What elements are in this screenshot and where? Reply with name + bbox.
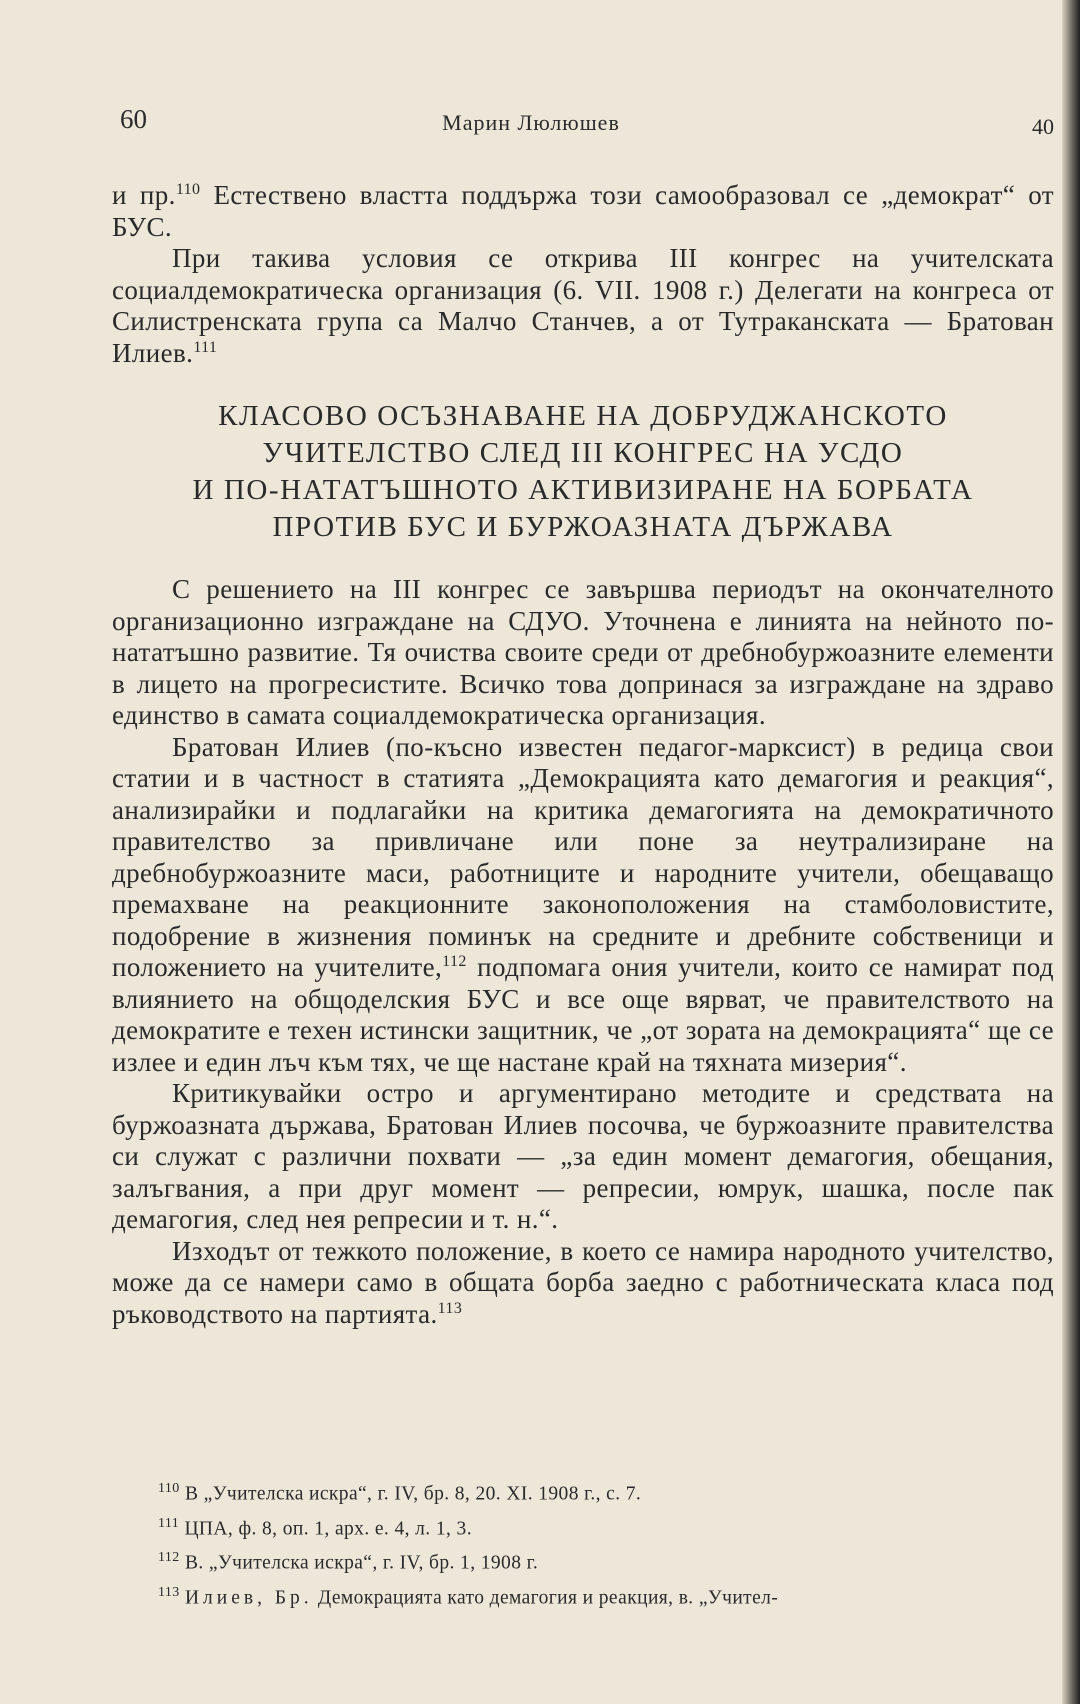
- footnote: $^{112}$ В. „Учителска искра“, г. IV, бр. 1, 1908 г.: [158, 1550, 539, 1574]
- heading-line: УЧИТЕЛСТВО СЛЕД III КОНГРЕС НА УСДО: [262, 437, 904, 469]
- footnote: $^{113}$ Илиев, Бр. Демокрацията като демагогия и реакция, в. „Учител-: [158, 1584, 779, 1608]
- paragraph: При такива условия се открива III конгрес на учителската социалдемократическа организация (6. VII. 1908 г.) Делегати на конгреса от Силистренската група са Малчо Станчев, а от Тутраканската — Братован Илиев.$^{111}$: [112, 243, 1054, 368]
- body-text: [112, 574, 1054, 1330]
- footnote: $^{111}$ ЦПА, ф. 8, оп. 1, арх. е. 4, л. 1, 3.: [158, 1515, 472, 1539]
- book-spine-edge: [1062, 0, 1080, 1704]
- footnotes: [158, 1474, 1054, 1612]
- paragraph: и пр.$^{110}$ Естествено властта поддържа този самообразовал се „демократ“ от БУС.: [112, 180, 1054, 242]
- section-heading: [112, 398, 1054, 546]
- heading-line: КЛАСОВО ОСЪЗНАВАНЕ НА ДОБРУДЖАНСКОТО: [218, 400, 948, 432]
- paragraph: Братован Илиев (по-късно известен педагог-марксист) в редица свои статии и в частност в статията „Демокрацията като демагогия и реакция“, анализирайки и подлагайки на критика демагогията на демократичното правителство за привличане или поне за неутрализиране на дребнобуржоазните маси, работниците и народните учители, обещаващо премахване на реакционните законоположения на стамболовистите, подобрение в жизнения поминък на средните и дребните собственици и положението на учителите,$^{112}$ подпомага ония учители, които се намират под влиянието на общоделския БУС и все още вярват, че правителството на демократите е техен истински защитник, че „от зората на демокрацията“ ще се излее и един лъч към тях, че ще настане край на тяхната мизерия“.: [112, 731, 1054, 1077]
- heading-line: ПРОТИВ БУС И БУРЖОАЗНАТА ДЪРЖАВА: [272, 511, 894, 543]
- paragraph: С решението на III конгрес се завършва периодът на окончателното организационно изграждане на СДУО. Уточнена е линията на нейното по-нататъшно развитие. Тя очиства своите среди от дребнобуржоазните елементи в лицето на прогресистите. Всичко това допринася за изграждане на здраво единство в самата социалдемократическа организация.: [112, 574, 1054, 730]
- running-title: Марин Люлюшев: [442, 110, 620, 135]
- heading-line: И ПО-НАТАТЪШНОТО АКТИВИЗИРАНЕ НА БОРБАТА: [192, 474, 974, 506]
- paragraph: Изходът от тежкото положение, в което се намира народното учителство, може да се намери само в общата борба заедно с работническата класа под ръководството на партията.$^{113}$: [112, 1235, 1054, 1329]
- paragraph: Критикувайки остро и аргументирано методите и средствата на буржоазната държава, Братован Илиев посочва, че буржоазните правителства си служат с различни похвати — „за един момент демагогия, обещания, залъгвания, а при друг момент — репресии, юмрук, шашка, после пак демагогия, след нея репресии и т. н.“.: [112, 1078, 1054, 1234]
- page-number: 60: [120, 104, 147, 134]
- top-text: [112, 180, 1054, 369]
- footnote: $^{110}$ В „Учителска искра“, г. IV, бр. 8, 20. XI. 1908 г., с. 7.: [158, 1481, 642, 1505]
- margin-number: 40: [1032, 114, 1054, 139]
- page-header: [0, 104, 1062, 144]
